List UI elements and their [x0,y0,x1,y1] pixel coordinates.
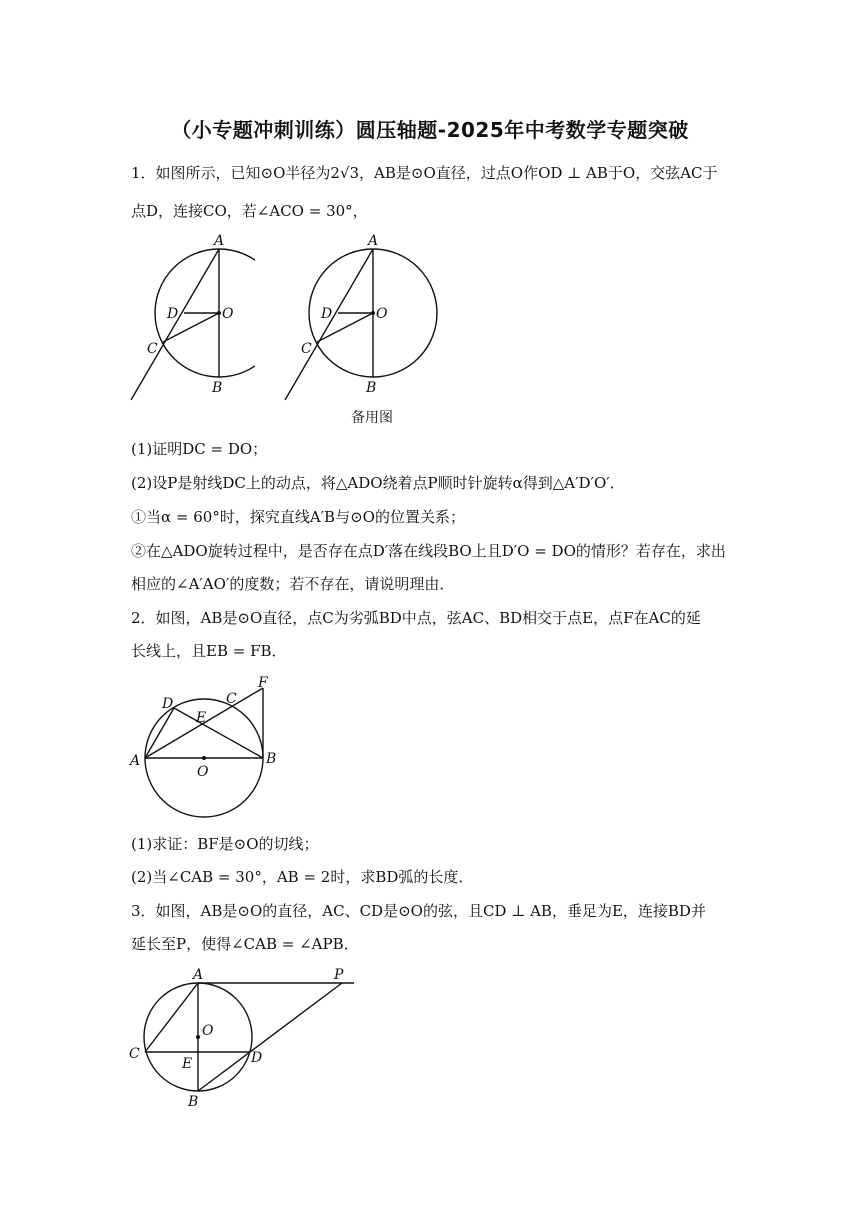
q3-label-a: A [193,967,204,983]
q3-statement-line2: 延长至P，使得∠CAB = ∠APB． [131,935,359,953]
q1-label-c: C [147,341,158,357]
q2-part1: (1)求证：BF是⊙O的切线； [131,835,319,853]
q2-label-c: C [226,691,237,707]
q2-statement-line2: 长线上，且EB = FB． [131,642,287,660]
q1-statement-line1: 1．如图所示，已知⊙O半径为2√3，AB是⊙O直径，过点O作OD ⊥ AB于O，交弦AC于 [131,164,718,182]
q1-label-a: A [214,233,225,249]
q2-statement-line1: 2．如图，AB是⊙O直径，点C为劣弧BD中点，弦AC、BD相交于点E，点F在AC的延 [131,609,701,627]
q1-label-o: O [222,306,234,322]
q1-part1: (1)证明DC = DO； [131,440,268,458]
q3-label-o: O [202,1023,214,1039]
q1-sub1: ①当α = 60°时，探究直线A′B与⊙O的位置关系； [131,508,465,526]
q2-label-e: E [196,710,207,726]
q1-spare-label-a: A [368,233,379,249]
q2-label-d: D [162,696,174,712]
q1-figure-spare [280,228,440,408]
q1-spare-label-b: B [366,380,377,396]
q3-label-d: D [251,1050,263,1066]
q1-statement-line2: 点D，连接CO，若∠ACO = 30°， [131,202,368,220]
q2-label-b: B [266,751,277,767]
q1-sub2-line1: ②在△ADO旋转过程中，是否存在点D′落在线段BO上且D′O = DO的情形？若存在，求出 [131,542,726,560]
q1-part2: (2)设P是射线DC上的动点，将△ADO绕着点P顺时针旋转α得到△A′D′O′． [131,474,625,492]
q3-figure [125,962,365,1112]
q3-statement-line1: 3．如图，AB是⊙O的直径，AC、CD是⊙O的弦，且CD ⊥ AB，垂足为E，连接BD并 [131,902,706,920]
q3-label-e: E [182,1056,193,1072]
q3-label-c: C [129,1046,140,1062]
q1-spare-caption: 备用图 [351,410,393,426]
q2-figure [125,670,285,820]
q1-spare-label-c: C [301,341,312,357]
q1-figure-main [125,228,255,408]
q2-label-f: F [258,675,268,691]
q3-label-b: B [188,1094,199,1110]
q1-spare-label-d: D [321,306,333,322]
q3-label-p: P [334,967,344,983]
q2-label-o: O [197,764,209,780]
q2-part2: (2)当∠CAB = 30°，AB = 2时，求BD弧的长度． [131,868,474,886]
q2-label-a: A [130,753,141,769]
q1-spare-label-o: O [376,306,388,322]
page-title: （小专题冲刺训练）圆压轴题-2025年中考数学专题突破 [171,118,689,142]
q1-label-d: D [167,306,179,322]
q1-sub2-line2: 相应的∠A′AO′的度数；若不存在，请说明理由． [131,575,455,593]
q1-label-b: B [212,380,223,396]
